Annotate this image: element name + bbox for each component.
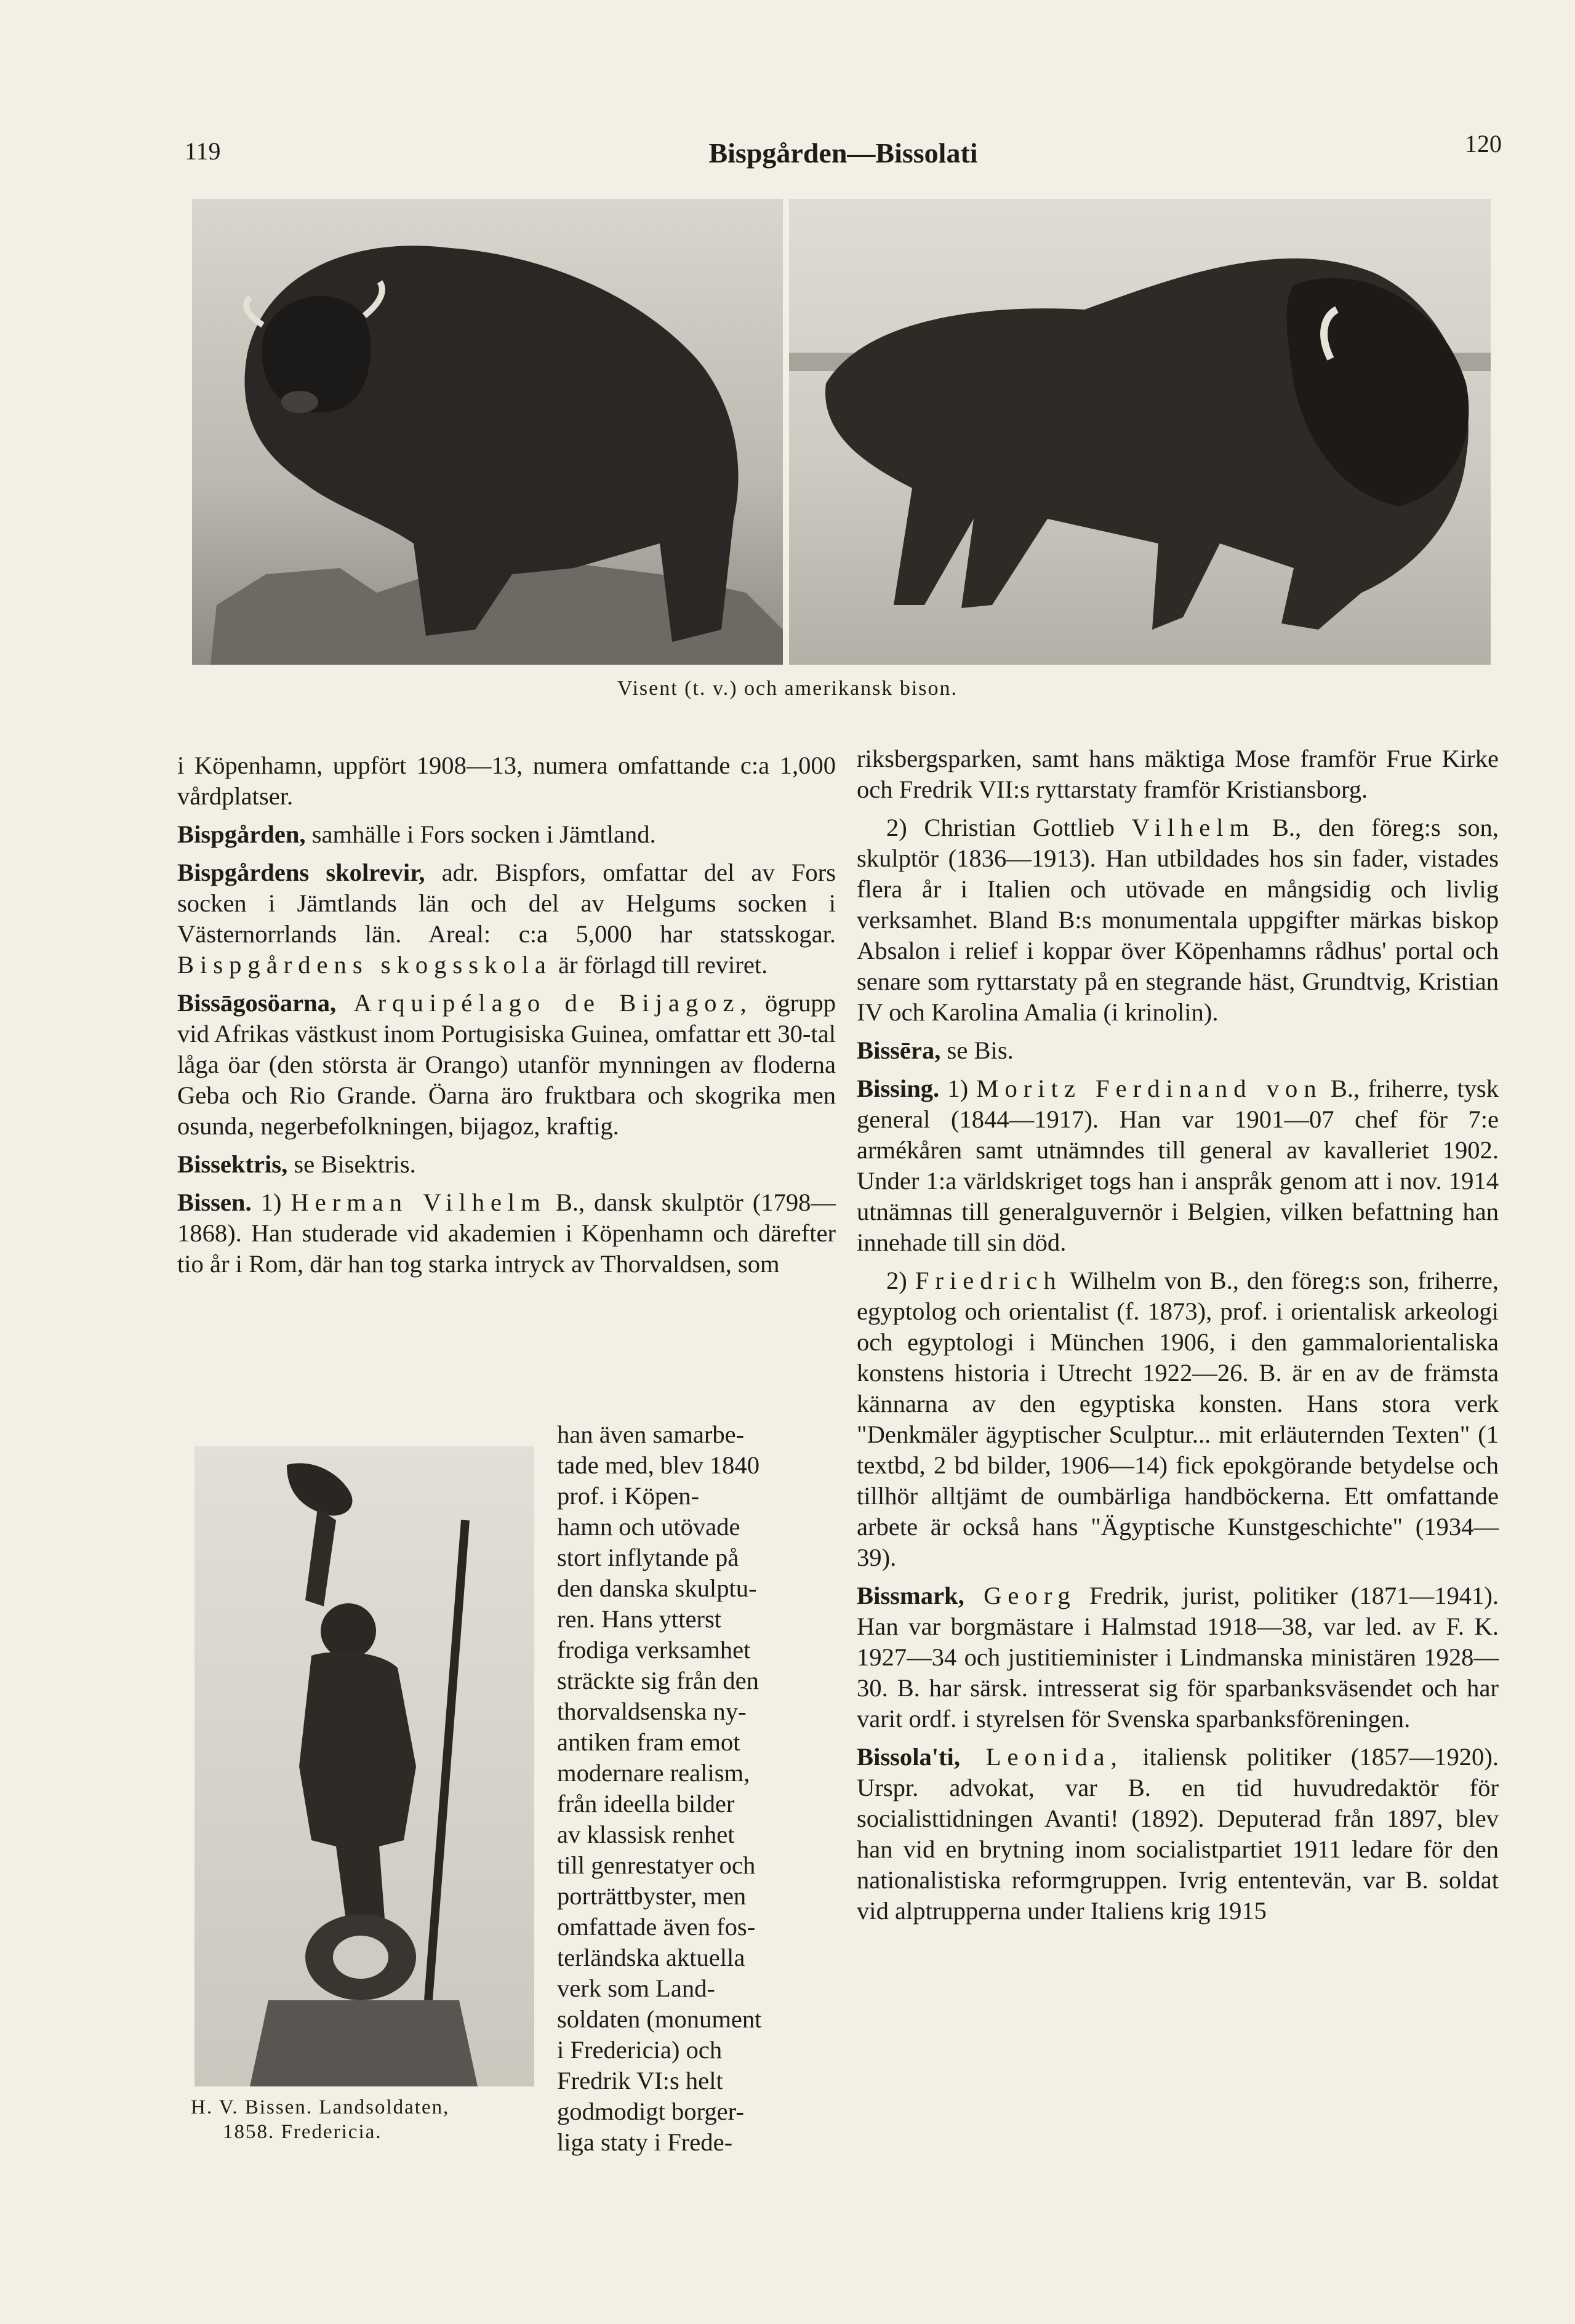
text-line: han även samarbe- [557,1420,745,1448]
spaced-text: Georg [964,1582,1076,1609]
entry-text: samhälle i Fors socken i Jämtland. [305,820,656,848]
entry-bispgardens-skolrevir [177,857,836,980]
text-line: hamn och utövade [557,1513,740,1541]
spaced-text: Friedrich [915,1267,1062,1294]
headword: Bissing. [857,1075,940,1102]
text-line: i Fredericia) och [557,2036,723,2064]
page-title: Bispgården—Bissolati [708,137,978,169]
entry-number: 2) [886,1267,915,1294]
headword: Bispgårdens skolrevir, [177,859,425,886]
text-line: prof. i Köpen- [557,1482,700,1510]
spaced-text: Bispgårdens skogsskola [177,951,552,979]
text-line: från ideella bilder [557,1790,735,1817]
right-column [857,743,1499,1934]
entry-bissolati [857,1742,1499,1926]
entry-bissen [177,1187,836,1280]
headword: Bissēra, [857,1036,941,1064]
american-bison-photo [789,199,1491,665]
running-header [185,130,1502,180]
entry-text: italiensk politiker (1857—1920). Urspr. advokat, var B. en tid huvudredaktör för socialisttidningen Avanti! (1892). Deputerad från 1897, blev han vid en brytning inom socialistpartiet 1911 ledare för den nationalistiska reformgruppen. Ivrig ententevän, var B. soldat vid alptrupperna under Italiens krig 1915 [857,1743,1499,1925]
statue-caption-line: 1858. Fredericia. [223,2121,382,2143]
statue-caption-line: H. V. Bissen. Landsoldaten, [191,2096,450,2118]
text-line: godmodigt borger- [557,2098,744,2125]
text-line: ren. Hans ytterst [557,1605,722,1633]
left-column [177,750,836,1287]
spaced-text: Moritz Ferdinand von [976,1075,1323,1102]
headword: Bissen. [177,1188,252,1216]
text-line: thorvaldsenska ny- [557,1697,747,1725]
text-line: antiken fram emot [557,1728,740,1756]
spaced-text: Leonida, [960,1743,1123,1771]
entry-bissing [857,1073,1499,1258]
entry-text: ögrupp vid Afrikas västkust inom Portugisiska Guinea, omfattar ett 30-tal låga öar (den största är Orango) utanför mynningen av floderna Geba och Rio Grande. Öarna äro fruktbara och skogrika men osunda, negerbefolkningen, bijagoz, kraftig. [177,989,836,1140]
entry-text: se Bis. [940,1036,1014,1064]
page-number-right: 120 [1465,130,1502,158]
entry-text: är förlagd till reviret. [551,951,768,979]
wisent-photo [192,199,783,665]
headword: Bissola'ti, [857,1743,960,1771]
text-line: stort inflytande på [557,1544,739,1571]
bison-figure-caption: Visent (t. v.) och amerikansk bison. [617,677,958,700]
entry-continuation: i Köpenhamn, uppfört 1908—13, numera omfattande c:a 1,000 vårdplatser. [177,751,836,810]
entry-bissen-2 [857,812,1499,1028]
entry-bissagosoarna [177,988,836,1142]
entry-bissmark [857,1581,1499,1734]
text-line: av klassisk renhet [557,1821,735,1848]
wrapped-text-block [557,1419,829,2158]
entry-text: Wilhelm von B., den föreg:s son, friherre, egyptolog och orientalist (f. 1873), prof. i orientalisk arkeologi och egyptologi i München 1906, i den gammalorientaliska konstens historia i Utrecht 1922—26. B. är en av de främsta kännarna av den egyptiska konsten. Hans stora verk "Denkmäler ägyptischer Sculptur... mit erläuternden Texten" (1 textbd, 2 bd bilder, 1906—14) fick epokgörande betydelse och tillhör alltjämt de oumbärliga handböckerna. Ett omfattande arbete är också hans "Ägyptische Kunstgeschichte" (1934—39). [857,1267,1499,1571]
entry-continuation: riksbergsparken, samt hans mäktiga Mose framför Frue Kirke och Fredrik VII:s ryttarstaty framför Kristiansborg. [857,745,1499,803]
text-line: sträckte sig från den [557,1667,759,1694]
text-line: tade med, blev 1840 [557,1451,760,1479]
headword: Bissāgosöarna, [177,989,337,1017]
entry-bissera [857,1035,1499,1066]
text-line: Fredrik VI:s helt [557,2067,723,2094]
text-line: den danska skulptu- [557,1574,757,1602]
page-number-left: 119 [185,137,221,165]
entry-bispgarden [177,819,836,850]
text-line: frodiga verksamhet [557,1636,751,1664]
statue-caption [191,2095,548,2144]
entry-text: B., friherre, tysk general (1844—1917). Han var 1901—07 chef för 7:e armékåren samt utnämndes till general av kavalleriet 1902. Under 1:a världskriget togs han i anspråk genom att i nov. 1914 utnämnas till generalguvernör i Belgien, vilken befattning han innehade till sin död. [857,1075,1499,1256]
text-line: liga staty i Frede- [557,2128,733,2156]
headword: Bissektris, [177,1150,288,1178]
text-line: verk som Land- [557,1974,715,2002]
text-line: soldaten (monument [557,2005,762,2033]
spaced-text: Vilhelm [1131,814,1256,841]
headword: Bispgården, [177,820,306,848]
entry-number: 1) [251,1188,291,1216]
spaced-text: Herman Vilhelm [291,1188,547,1216]
text-line: till genrestatyer och [557,1851,756,1879]
text-line: omfattade även fos- [557,1913,756,1941]
entry-text: B., den föreg:s son, skulptör (1836—1913). Han utbildades hos sin fader, vistades flera år i Italien och utövade en mångsidig och livlig verksamhet. Bland B:s monumentala uppgifter märkas biskop Absalon i relief i koppar över Köpenhamns rådhus' portal och senare som ryttarstaty på en stegrande häst, Grundtvig, Kristian IV och Karolina Amalia (i krinolin). [857,814,1499,1026]
entry-text: adr. Bispfors, omfattar del av Fors socken i Jämtlands län och del av Helgums socken i Västernorrlands län. Areal: c:a 5,000 har statsskogar. [177,859,836,948]
entry-text: B., dansk skulptör (1798—1868). Han studerade vid akademien i Köpenhamn och därefter tio år i Rom, där han tog starka intryck av Thorvaldsen, som [177,1188,836,1278]
headword: Bissmark, [857,1582,964,1609]
entry-text: Fredrik, jurist, politiker (1871—1941). Han var borgmästare i Halmstad 1918—38, var led. av F. K. 1927—34 och justitieminister i Lindmanska ministären 1928—30. B. har särsk. intresserat sig för sparbanksväsendet och har varit ordf. i styrelsen för Svenska sparbanksföreningen. [857,1582,1499,1733]
entry-number: 1) [939,1075,977,1102]
spaced-text: Arquipélago de Bijagoz, [336,989,753,1017]
entry-bissektris [177,1149,836,1180]
landsoldaten-statue-photo [194,1446,534,2086]
entry-text: se Bisektris. [287,1150,416,1178]
entry-bissing-2 [857,1265,1499,1573]
text-line: terländska aktuella [557,1944,745,1971]
text-line: modernare realism, [557,1759,750,1787]
entry-number: 2) Christian Gottlieb [886,814,1132,841]
text-line: porträttbyster, men [557,1882,747,1910]
